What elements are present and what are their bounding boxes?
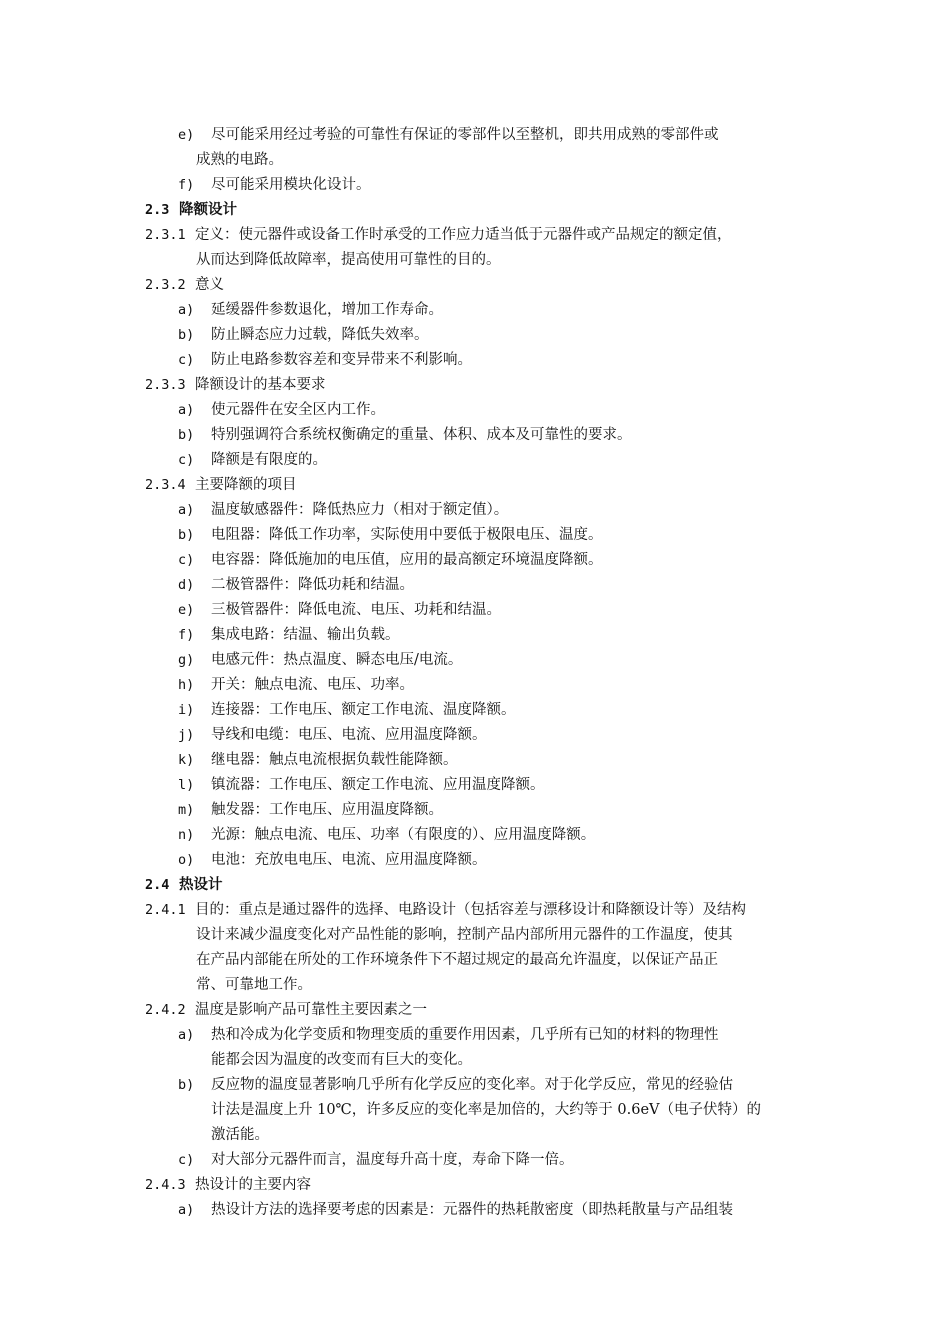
list-item-text: 尽可能采用模块化设计。 [211,177,371,193]
subsection-number: 2.3.4 [145,477,186,493]
subsection-heading: 降额设计的基本要求 [195,377,326,393]
list-item-text: 电阻器：降低工作功率，实际使用中要低于极限电压、温度。 [211,527,603,543]
list-label: d) [178,577,195,593]
list-item-text: 电容器：降低施加的电压值，应用的最高额定环境温度降额。 [211,552,603,568]
list-item-text: 特别强调符合系统权衡确定的重量、体积、成本及可靠性的要求。 [211,427,632,443]
list-item-text: 热和冷成为化学变质和物理变质的重要作用因素，几乎所有已知的材料的物理性 [211,1027,719,1043]
subsection-heading: 温度是影响产品可靠性主要因素之一 [195,1002,427,1018]
list-label: b) [178,327,195,343]
list-item-text: 尽可能采用经过考验的可靠性有保证的零部件以至整机，即共用成熟的零部件或 [211,127,719,143]
list-item-text: 电池：充放电电压、电流、应用温度降额。 [211,852,487,868]
list-item-text: 使元器件在安全区内工作。 [211,402,385,418]
list-label: c) [178,1152,195,1168]
list-label: a) [178,402,195,418]
subsection-number: 2.4.1 [145,902,186,918]
list-label: c) [178,452,195,468]
list-label: b) [178,427,195,443]
list-item-text: 光源：触点电流、电压、功率（有限度的）、应用温度降额。 [211,827,596,843]
list-label: a) [178,302,195,318]
list-item-text: 集成电路：结温、输出负载。 [211,627,400,643]
subsection-text: 目的：重点是通过器件的选择、电路设计（包括容差与漂移设计和降额设计等）及结构 [195,902,746,918]
list-label: b) [178,1077,195,1093]
list-item-text: 触发器：工作电压、应用温度降额。 [211,802,443,818]
list-item-text: 防止瞬态应力过载，降低失效率。 [211,327,429,343]
list-label: j) [178,727,195,743]
continuation-text: 成熟的电路。 [196,152,283,168]
list-item-text: 镇流器：工作电压、额定工作电流、应用温度降额。 [211,777,545,793]
list-label: h) [178,677,195,693]
list-item-text: 三极管器件：降低电流、电压、功耗和结温。 [211,602,501,618]
section-number: 2.4 [145,877,170,893]
subsection-heading: 主要降额的项目 [195,477,297,493]
section-heading: 降额设计 [179,202,237,218]
list-label: m) [178,802,195,818]
list-item-text: 对大部分元器件而言，温度每升高十度，寿命下降一倍。 [211,1152,574,1168]
list-item-text: 防止电路参数容差和变异带来不利影响。 [211,352,472,368]
subsection-number: 2.3.2 [145,277,186,293]
subsection-text: 定义：使元器件或设备工作时承受的工作应力适当低于元器件或产品规定的额定值， [195,227,732,243]
list-item-text: 开关：触点电流、电压、功率。 [211,677,414,693]
subsection-number: 2.4.3 [145,1177,186,1193]
continuation-text: 从而达到降低故障率，提高使用可靠性的目的。 [196,252,501,268]
list-item-text: 热设计方法的选择要考虑的因素是：元器件的热耗散密度（即热耗散量与产品组装 [211,1202,733,1218]
list-item-text: 电感元件：热点温度、瞬态电压/电流。 [211,652,463,668]
list-label: a) [178,502,195,518]
list-item-text: 延缓器件参数退化，增加工作寿命。 [211,302,443,318]
continuation-text: 激活能。 [211,1127,269,1143]
list-label: o) [178,852,195,868]
list-label: k) [178,752,195,768]
subsection-number: 2.3.3 [145,377,186,393]
list-label: c) [178,552,195,568]
list-label: e) [178,602,195,618]
continuation-text: 计法是温度上升 10℃，许多反应的变化率是加倍的，大约等于 0.6eV（电子伏特）的 [211,1102,761,1118]
list-item-text: 连接器：工作电压、额定工作电流、温度降额。 [211,702,516,718]
continuation-text: 设计来减少温度变化对产品性能的影响，控制产品内部所用元器件的工作温度，使其 [196,927,733,943]
list-label: a) [178,1027,195,1043]
list-label: l) [178,777,195,793]
subsection-heading: 意义 [195,277,224,293]
continuation-text: 常、可靠地工作。 [196,977,312,993]
list-label: i) [178,702,195,718]
subsection-heading: 热设计的主要内容 [195,1177,311,1193]
list-label: b) [178,527,195,543]
continuation-text: 能都会因为温度的改变而有巨大的变化。 [211,1052,472,1068]
list-label: f) [178,627,195,643]
section-number: 2.3 [145,202,170,218]
list-label: n) [178,827,195,843]
list-item-text: 二极管器件：降低功耗和结温。 [211,577,414,593]
list-label: e) [178,127,195,143]
list-item-text: 降额是有限度的。 [211,452,327,468]
continuation-text: 在产品内部能在所处的工作环境条件下不超过规定的最高允许温度，以保证产品正 [196,952,718,968]
list-item-text: 继电器：触点电流根据负载性能降额。 [211,752,458,768]
list-item-text: 反应物的温度显著影响几乎所有化学反应的变化率。对于化学反应，常见的经验估 [211,1077,733,1093]
section-heading: 热设计 [179,877,223,893]
list-item-text: 温度敏感器件：降低热应力（相对于额定值）。 [211,502,509,518]
subsection-number: 2.3.1 [145,227,186,243]
list-label: g) [178,652,195,668]
list-label: a) [178,1202,195,1218]
subsection-number: 2.4.2 [145,1002,186,1018]
list-item-text: 导线和电缆：电压、电流、应用温度降额。 [211,727,487,743]
list-label: f) [178,177,195,193]
list-label: c) [178,352,195,368]
